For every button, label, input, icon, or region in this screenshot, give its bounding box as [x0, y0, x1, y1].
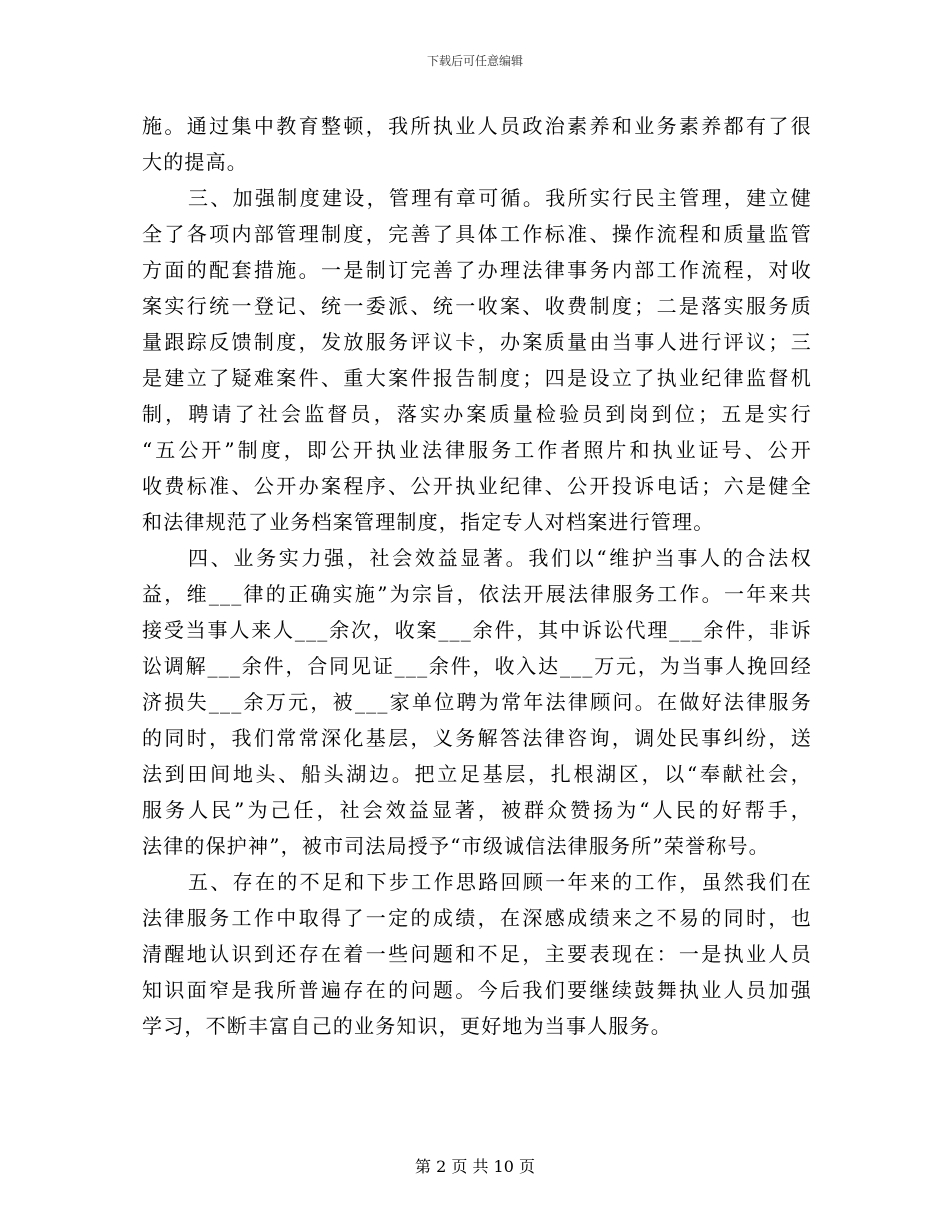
paragraph-first-line: 三、加强制度建设，管理有章可循。我所实行民主管理，建立健 [188, 186, 812, 210]
text-line: 清醒地认识到还存在着一些问题和不足，主要表现在：一是执业人员 [142, 942, 812, 966]
text-line: 施。通过集中教育整顿，我所执业人员政治素养和业务素养都有了很 [142, 114, 812, 138]
text-line: 济损失___余万元，被___家单位聘为常年法律顾问。在做好法律服务 [142, 690, 812, 714]
text-line: 全了各项内部管理制度，完善了具体工作标准、操作流程和质量监管 [142, 222, 812, 246]
text-line: 法律服务工作中取得了一定的成绩，在深感成绩来之不易的同时，也 [142, 906, 812, 930]
text-line: 的同时，我们常常深化基层，义务解答法律咨询，调处民事纠纷，送 [142, 726, 812, 750]
text-line: 服务人民”为己任，社会效益显著，被群众赞扬为“人民的好帮手， [142, 798, 812, 822]
page-number-footer: 第 2 页 共 10 页 [415, 1157, 535, 1176]
text-line: 案实行统一登记、统一委派、统一收案、收费制度；二是落实服务质 [142, 294, 812, 318]
text-line: “五公开”制度，即公开执业法律服务工作者照片和执业证号、公开 [142, 438, 812, 462]
text-line: 是建立了疑难案件、重大案件报告制度；四是设立了执业纪律监督机 [142, 366, 812, 390]
text-line: 接受当事人来人___余次，收案___余件，其中诉讼代理___余件，非诉 [142, 618, 812, 642]
text-line: 法律的保护神”，被市司法局授予“市级诚信法律服务所”荣誉称号。 [142, 834, 770, 858]
text-line: 方面的配套措施。一是制订完善了办理法律事务内部工作流程，对收 [142, 258, 812, 282]
text-line: 法到田间地头、船头湖边。把立足基层，扎根湖区，以“奉献社会， [142, 762, 812, 786]
text-line: 量跟踪反馈制度，发放服务评议卡，办案质量由当事人进行评议；三 [142, 330, 812, 354]
document-body [142, 108, 812, 1044]
text-line: 益，维___律的正确实施”为宗旨，依法开展法律服务工作。一年来共 [142, 582, 812, 606]
paragraph-first-line: 五、存在的不足和下步工作思路回顾一年来的工作，虽然我们在 [188, 870, 812, 894]
text-line: 制，聘请了社会监督员，落实办案质量检验员到岗到位；五是实行 [142, 402, 812, 426]
text-line: 学习，不断丰富自己的业务知识，更好地为当事人服务。 [142, 1014, 672, 1038]
paragraph-first-line: 四、业务实力强，社会效益显著。我们以“维护当事人的合法权 [188, 546, 812, 570]
text-line: 知识面窄是我所普遍存在的问题。今后我们要继续鼓舞执业人员加强 [142, 978, 812, 1002]
page-header: 下载后可任意编辑 [426, 54, 523, 68]
text-line: 大的提高。 [142, 150, 248, 174]
text-line: 收费标准、公开办案程序、公开执业纪律、公开投诉电话；六是健全 [142, 474, 812, 498]
text-line: 和法律规范了业务档案管理制度，指定专人对档案进行管理。 [142, 510, 715, 534]
text-line: 讼调解___余件，合同见证___余件，收入达___万元，为当事人挽回经 [142, 654, 812, 678]
